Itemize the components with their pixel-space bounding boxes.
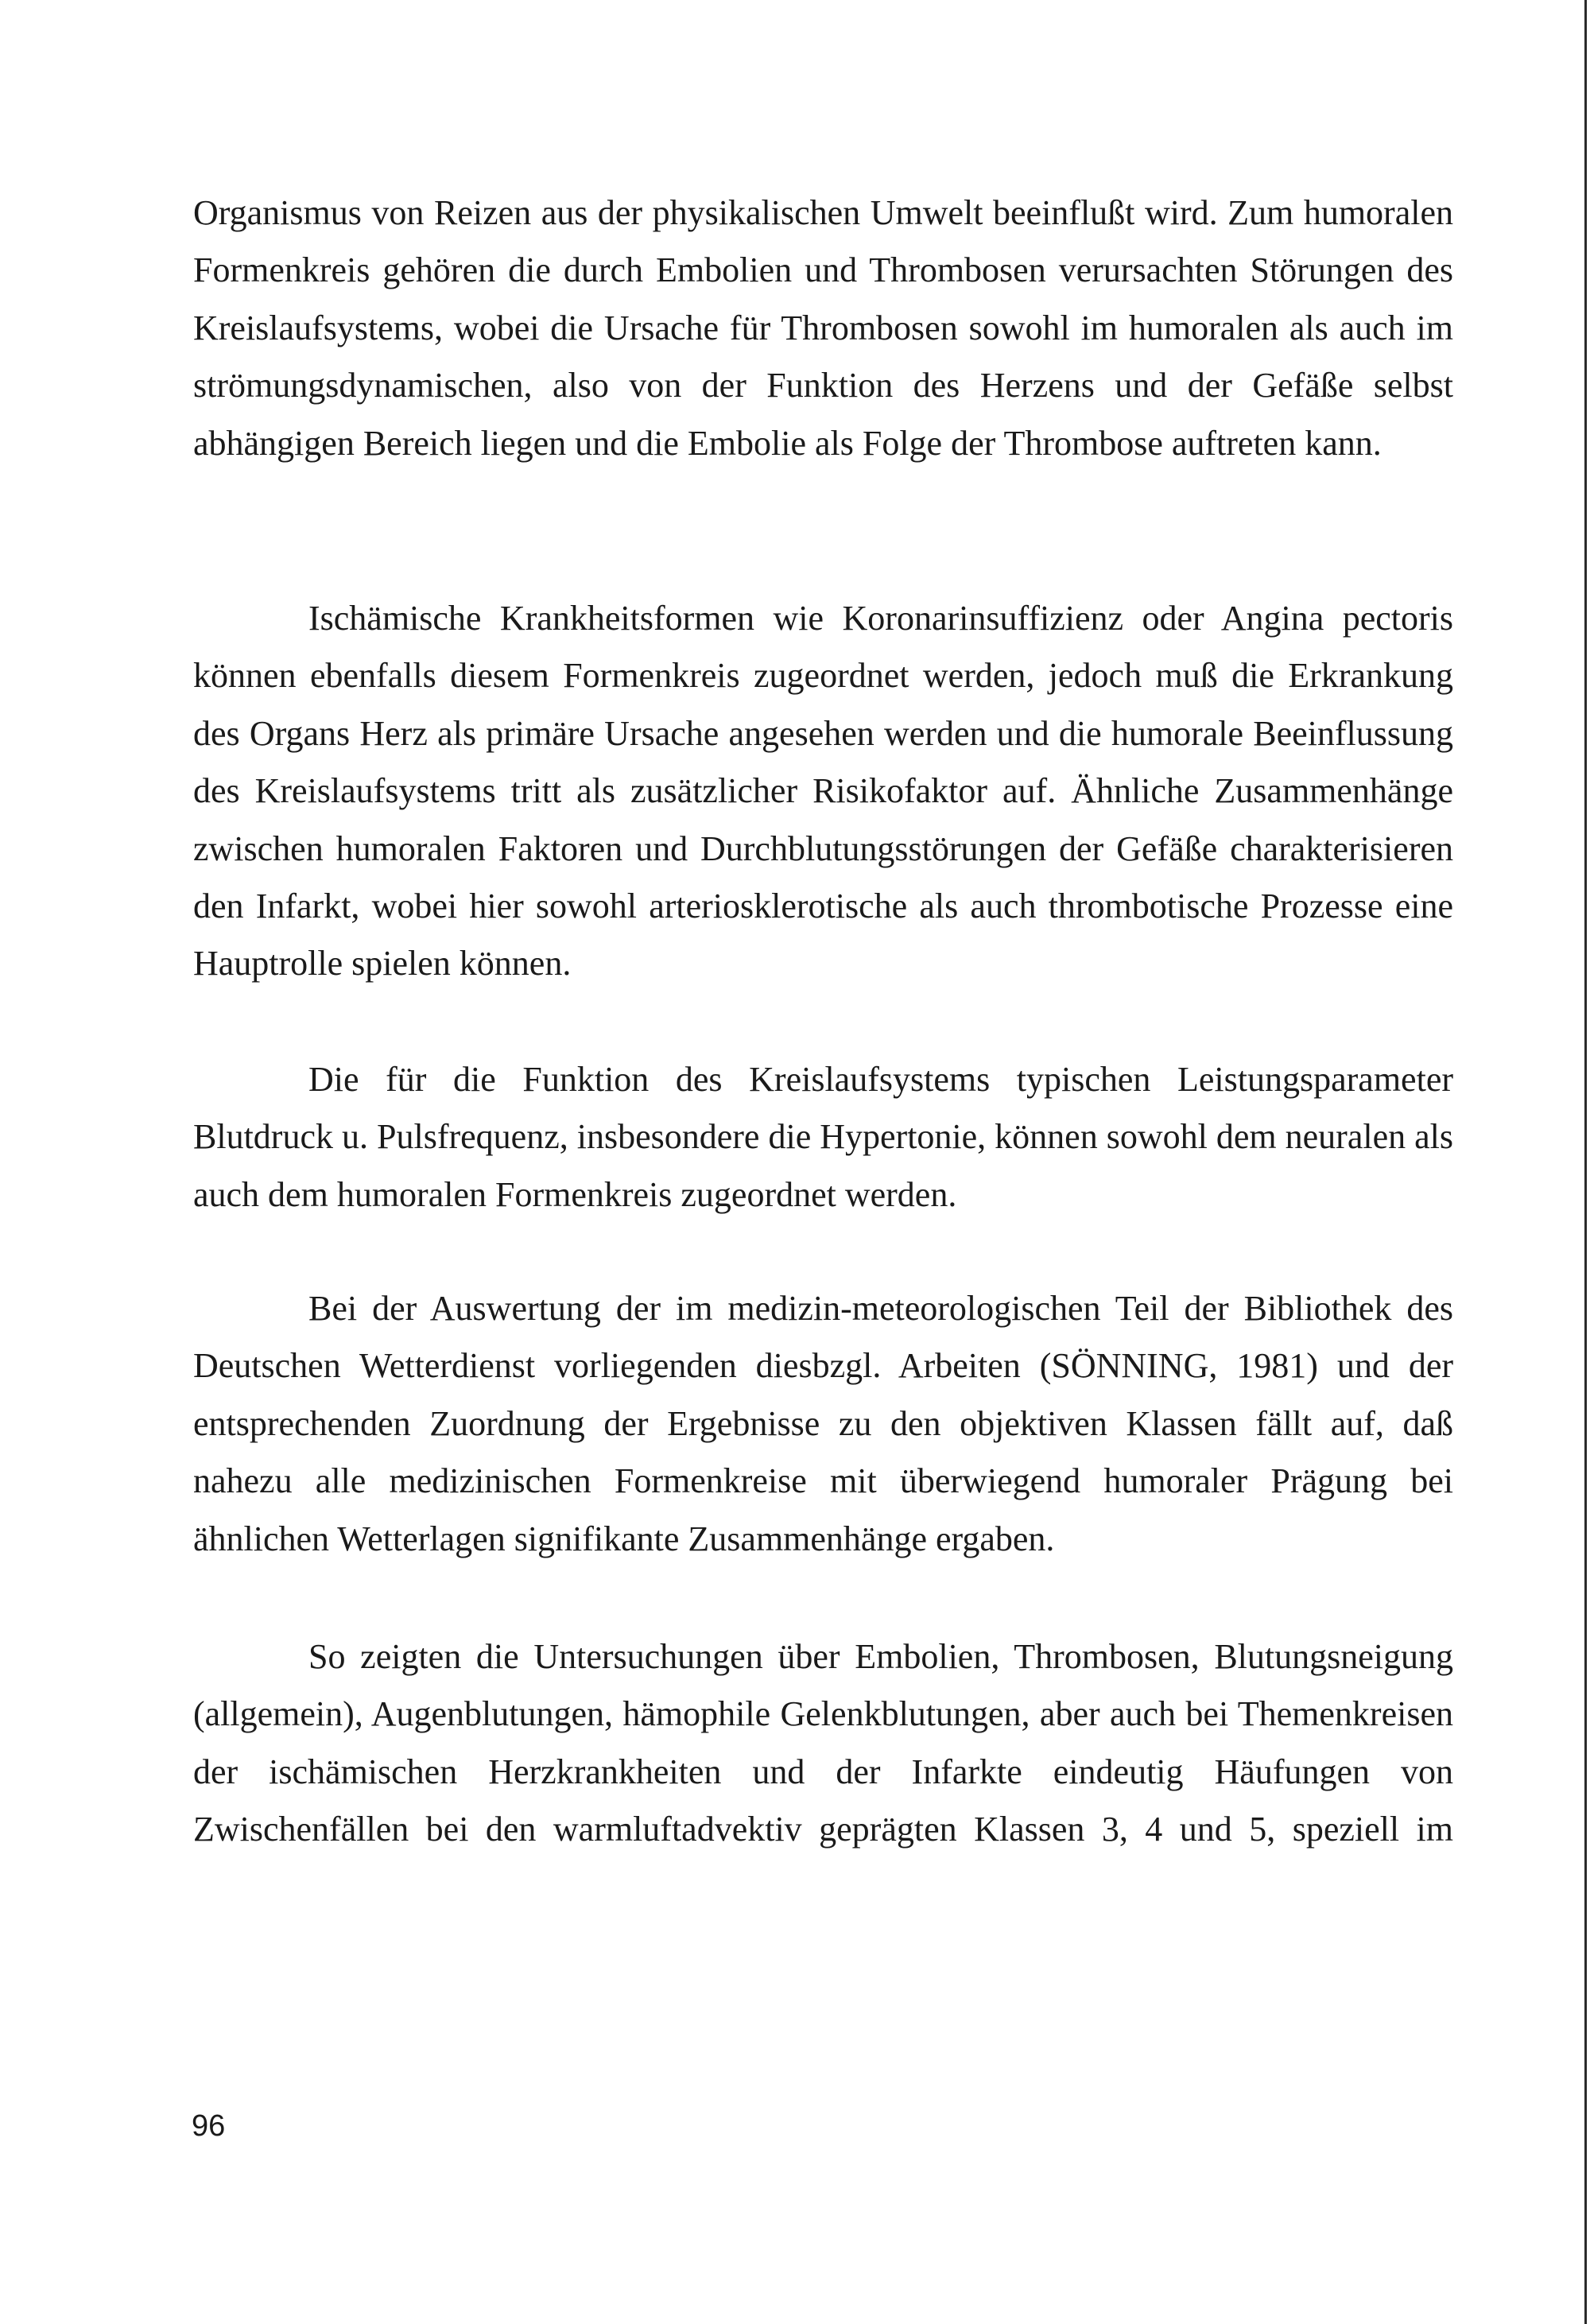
paragraph-4: Bei der Auswertung der im medizin-meteorologischen Teil der Bibliothek des Deutschen Wetterdienst vorliegenden diesbzgl. Arbeiten (SÖNNING, 1981) und der entsprechenden Zuordnung der Ergebnisse zu den objektiven Klassen fällt auf, daß nahezu alle medizinischen Formenkreise mit überwiegend humoraler Prägung bei ähnlichen Wetterlagen signifikante Zusammenhänge ergaben. (193, 1289, 1453, 1558)
paragraph-2: Ischämische Krankheitsformen wie Koronarinsuffizienz oder Angina pectoris können ebenfalls diesem Formenkreis zugeordnet werden, jedoch muß die Erkrankung des Organs Herz als primäre Ursache angesehen werden und die humorale Beeinflussung des Kreislaufsystems tritt als zusätzlicher Risikofaktor auf. Ähnliche Zusammenhänge zwischen humoralen Faktoren und Durchblutungsstörungen der Gefäße charakterisieren den Infarkt, wobei hier sowohl arteriosklerotische als auch thrombotische Prozesse eine Hauptrolle spielen können. (193, 599, 1453, 984)
paragraph-1: Organismus von Reizen aus der physikalischen Umwelt beeinflußt wird. Zum humoralen Formenkreis gehören die durch Embolien und Thrombosen verursachten Störungen des Kreislaufsystems, wobei die Ursache für Thrombosen sowohl im humoralen als auch im strömungsdynamischen, also von der Funktion des Herzens und der Gefäße selbst abhängigen Bereich liegen und die Embolie als Folge der Thrombose auftreten kann. (193, 193, 1453, 463)
page-edge-line (1584, 0, 1587, 2324)
page-number: 96 (192, 2109, 226, 2143)
paragraph-3: Die für die Funktion des Kreislaufsystems typischen Leistungsparameter Blutdruck u. Pulsfrequenz, insbesondere die Hypertonie, können sowohl dem neuralen als auch dem humoralen Formenkreis zugeordnet werden. (193, 1060, 1453, 1214)
paragraph-5: So zeigten die Untersuchungen über Embolien, Thrombosen, Blutungsneigung (allgemein), Augenblutungen, hämophile Gelenkblutungen, aber auch bei Themenkreisen der ischämischen Herzkrankheiten und der Infarkte eindeutig Häufungen von Zwischenfällen bei den warmluftadvektiv geprägten Klassen 3, 4 und 5, speziell im (193, 1637, 1453, 1849)
